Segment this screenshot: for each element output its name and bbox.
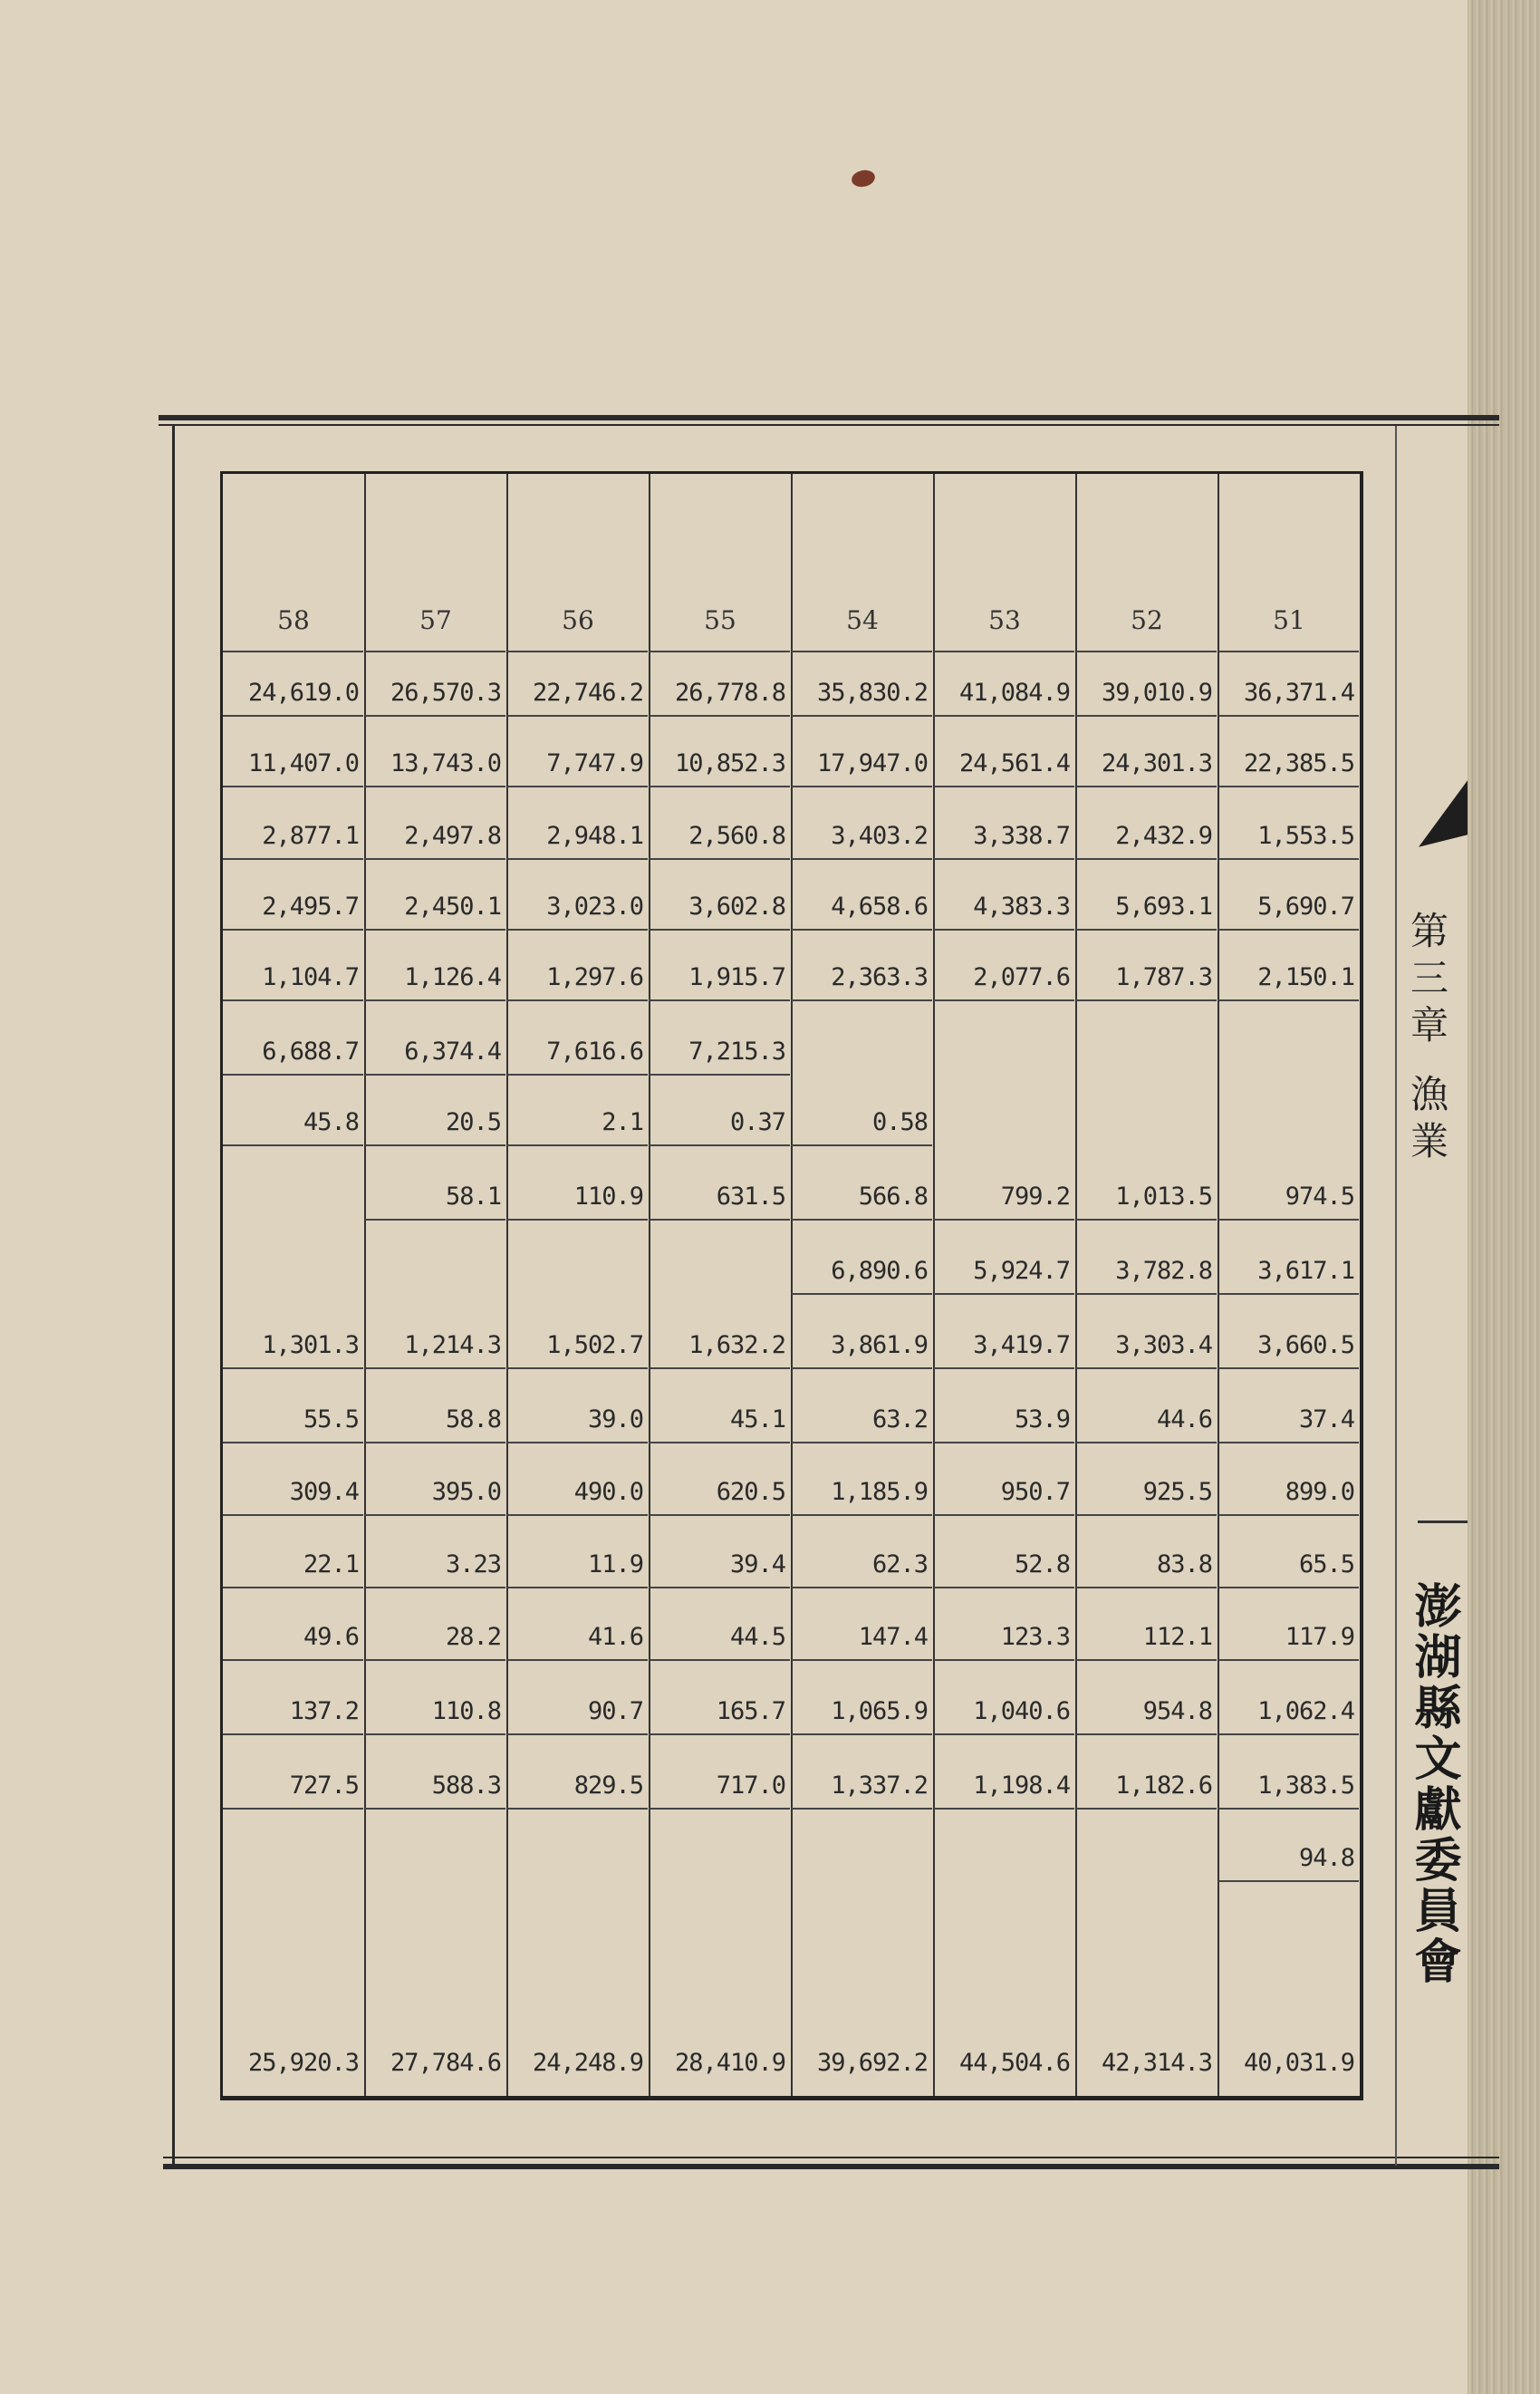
cell-underline xyxy=(934,1587,1074,1588)
table-cell: 5,690.7 xyxy=(1257,893,1354,921)
table-cell: 2,495.7 xyxy=(262,893,359,921)
table-cell: 123.3 xyxy=(1000,1623,1070,1651)
cell-underline xyxy=(934,786,1074,787)
cell-underline xyxy=(1076,1367,1217,1369)
table-cell: 28.2 xyxy=(445,1623,501,1651)
cell-underline xyxy=(365,1808,505,1810)
table-cell: 27,784.6 xyxy=(390,2049,501,2077)
table-cell: 974.5 xyxy=(1285,1183,1354,1211)
table-cell: 1,915.7 xyxy=(688,963,785,991)
cell-underline xyxy=(934,1514,1074,1516)
table-cell: 2,497.8 xyxy=(404,822,501,850)
frame-bottom-thin-border xyxy=(163,2157,1499,2158)
cell-underline xyxy=(792,1144,932,1146)
column-header: 51 xyxy=(1273,605,1305,635)
table-cell: 11.9 xyxy=(587,1550,643,1578)
table-cell: 3,023.0 xyxy=(546,893,643,921)
cell-underline xyxy=(650,1144,790,1146)
cell-underline xyxy=(934,1659,1074,1661)
cell-underline xyxy=(507,1144,648,1146)
cell-underline xyxy=(792,715,932,717)
table-cell: 112.1 xyxy=(1142,1623,1212,1651)
cell-underline xyxy=(507,929,648,931)
table-cell: 2,450.1 xyxy=(404,893,501,921)
table-cell: 37.4 xyxy=(1298,1405,1354,1434)
cell-underline xyxy=(792,1733,932,1735)
table-cell: 22,385.5 xyxy=(1243,749,1354,777)
table-cell: 28,410.9 xyxy=(674,2049,785,2077)
table-cell: 2,560.8 xyxy=(688,822,785,850)
cell-underline xyxy=(223,1733,363,1735)
table-cell: 110.8 xyxy=(431,1697,501,1725)
table-cell: 20.5 xyxy=(445,1108,501,1136)
cell-underline xyxy=(934,1733,1074,1735)
cell-underline xyxy=(1076,858,1217,860)
chapter-subject: 漁業 xyxy=(1405,1074,1449,1168)
cell-underline xyxy=(1076,1808,1217,1810)
table-cell: 588.3 xyxy=(431,1771,501,1800)
table-cell: 950.7 xyxy=(1000,1478,1070,1506)
cell-underline xyxy=(365,929,505,931)
cell-underline xyxy=(1218,1808,1359,1810)
table-cell: 52.8 xyxy=(1014,1550,1070,1578)
header-underline xyxy=(1076,651,1217,652)
table-cell: 3,403.2 xyxy=(831,822,928,850)
table-cell: 39,010.9 xyxy=(1101,679,1212,707)
cell-underline xyxy=(650,1074,790,1076)
cell-underline xyxy=(1218,999,1359,1001)
cell-underline xyxy=(507,1587,648,1588)
table-cell: 1,182.6 xyxy=(1115,1771,1212,1800)
cell-underline xyxy=(223,1074,363,1076)
cell-underline xyxy=(1218,1587,1359,1588)
table-cell: 58.8 xyxy=(445,1405,501,1434)
cell-underline xyxy=(365,1074,505,1076)
cell-underline xyxy=(365,999,505,1001)
column-divider xyxy=(364,474,366,2096)
cell-underline xyxy=(650,929,790,931)
table-cell: 1,632.2 xyxy=(688,1331,785,1359)
table-cell: 2,948.1 xyxy=(546,822,643,850)
table-cell: 1,185.9 xyxy=(831,1478,928,1506)
cell-underline xyxy=(1076,1733,1217,1735)
cell-underline xyxy=(934,1367,1074,1369)
table-cell: 309.4 xyxy=(289,1478,359,1506)
cell-underline xyxy=(650,1514,790,1516)
cell-underline xyxy=(1218,929,1359,931)
cell-underline xyxy=(507,786,648,787)
table-cell: 3,660.5 xyxy=(1257,1331,1354,1359)
table-cell: 3.23 xyxy=(445,1550,501,1578)
table-cell: 7,747.9 xyxy=(546,749,643,777)
cell-underline xyxy=(934,715,1074,717)
table-cell: 44.6 xyxy=(1156,1405,1212,1434)
cell-underline xyxy=(1076,1442,1217,1443)
table-cell: 0.37 xyxy=(729,1108,785,1136)
table-cell: 11,407.0 xyxy=(247,749,359,777)
cell-underline xyxy=(223,1808,363,1810)
cell-underline xyxy=(223,929,363,931)
table-cell: 83.8 xyxy=(1156,1550,1212,1578)
chapter-heading xyxy=(1395,911,1458,1309)
table-cell: 1,553.5 xyxy=(1257,822,1354,850)
cell-underline xyxy=(650,1442,790,1443)
cell-underline xyxy=(934,1293,1074,1295)
table-cell: 17,947.0 xyxy=(816,749,928,777)
table-cell: 3,861.9 xyxy=(831,1331,928,1359)
table-cell: 2,877.1 xyxy=(262,822,359,850)
table-cell: 620.5 xyxy=(716,1478,785,1506)
cell-underline xyxy=(223,1367,363,1369)
cell-underline xyxy=(507,1442,648,1443)
cell-underline xyxy=(1218,715,1359,717)
table-cell: 58.1 xyxy=(445,1183,501,1211)
column-header: 57 xyxy=(419,605,452,635)
table-cell: 1,198.4 xyxy=(973,1771,1070,1800)
table-cell: 727.5 xyxy=(289,1771,359,1800)
table-cell: 117.9 xyxy=(1285,1623,1354,1651)
cell-underline xyxy=(1218,1367,1359,1369)
table-cell: 44.5 xyxy=(729,1623,785,1651)
cell-underline xyxy=(507,999,648,1001)
cell-underline xyxy=(1076,1219,1217,1221)
table-cell: 829.5 xyxy=(573,1771,643,1800)
column-divider xyxy=(506,474,508,2096)
table-cell: 1,787.3 xyxy=(1115,963,1212,991)
table-cell: 1,126.4 xyxy=(404,963,501,991)
cell-underline xyxy=(792,1587,932,1588)
table-cell: 35,830.2 xyxy=(816,679,928,707)
table-cell: 2,432.9 xyxy=(1115,822,1212,850)
cell-underline xyxy=(223,1587,363,1588)
cell-underline xyxy=(1076,1587,1217,1588)
table-cell: 49.6 xyxy=(303,1623,359,1651)
cell-underline xyxy=(792,1808,932,1810)
table-cell: 5,924.7 xyxy=(973,1257,1070,1285)
cell-underline xyxy=(223,1514,363,1516)
table-cell: 26,778.8 xyxy=(674,679,785,707)
table-cell: 6,688.7 xyxy=(262,1038,359,1066)
cell-underline xyxy=(1218,1880,1359,1882)
table-cell: 1,104.7 xyxy=(262,963,359,991)
cell-underline xyxy=(1218,858,1359,860)
cell-underline xyxy=(1076,786,1217,787)
cell-underline xyxy=(365,1144,505,1146)
cell-underline xyxy=(365,1442,505,1443)
cell-underline xyxy=(934,1808,1074,1810)
table-cell: 566.8 xyxy=(858,1183,928,1211)
table-cell: 6,890.6 xyxy=(831,1257,928,1285)
cell-underline xyxy=(365,1587,505,1588)
table-cell: 22.1 xyxy=(303,1550,359,1578)
header-underline xyxy=(223,651,363,652)
table-cell: 7,616.6 xyxy=(546,1038,643,1066)
table-cell: 1,502.7 xyxy=(546,1331,643,1359)
table-cell: 42,314.3 xyxy=(1101,2049,1212,2077)
cell-underline xyxy=(934,858,1074,860)
table-cell: 1,062.4 xyxy=(1257,1697,1354,1725)
cell-underline xyxy=(365,1733,505,1735)
table-cell: 0.58 xyxy=(871,1108,928,1136)
table-cell: 395.0 xyxy=(431,1478,501,1506)
column-divider xyxy=(791,474,793,2096)
cell-underline xyxy=(1076,999,1217,1001)
cell-underline xyxy=(365,1514,505,1516)
table-cell: 41.6 xyxy=(587,1623,643,1651)
cell-underline xyxy=(1218,786,1359,787)
cell-underline xyxy=(365,1219,505,1221)
table-cell: 4,383.3 xyxy=(973,893,1070,921)
cell-underline xyxy=(792,1367,932,1369)
column-divider xyxy=(933,474,935,2096)
table-cell: 36,371.4 xyxy=(1243,679,1354,707)
table-cell: 5,693.1 xyxy=(1115,893,1212,921)
cell-underline xyxy=(650,1659,790,1661)
table-cell: 147.4 xyxy=(858,1623,928,1651)
cell-underline xyxy=(792,1514,932,1516)
cell-underline xyxy=(792,999,932,1001)
table-cell: 4,658.6 xyxy=(831,893,928,921)
table-cell: 24,619.0 xyxy=(247,679,359,707)
cell-underline xyxy=(223,858,363,860)
table-cell: 1,214.3 xyxy=(404,1331,501,1359)
table-cell: 3,303.4 xyxy=(1115,1331,1212,1359)
cell-underline xyxy=(507,858,648,860)
cell-underline xyxy=(792,929,932,931)
cell-underline xyxy=(792,1442,932,1443)
column-header: 55 xyxy=(704,605,736,635)
table-cell: 65.5 xyxy=(1298,1550,1354,1578)
cell-underline xyxy=(365,858,505,860)
cell-underline xyxy=(507,1659,648,1661)
table-cell: 1,337.2 xyxy=(831,1771,928,1800)
chapter-title: 第三章 xyxy=(1405,911,1449,1052)
table-cell: 1,013.5 xyxy=(1115,1183,1212,1211)
table-cell: 26,570.3 xyxy=(390,679,501,707)
table-cell: 2,150.1 xyxy=(1257,963,1354,991)
cell-underline xyxy=(1076,929,1217,931)
table-cell: 13,743.0 xyxy=(390,749,501,777)
cell-underline xyxy=(650,858,790,860)
column-divider xyxy=(1075,474,1077,2096)
table-cell: 2,363.3 xyxy=(831,963,928,991)
cell-underline xyxy=(365,786,505,787)
cell-underline xyxy=(223,999,363,1001)
table-cell: 25,920.3 xyxy=(247,2049,359,2077)
cell-underline xyxy=(650,999,790,1001)
table-cell: 7,215.3 xyxy=(688,1038,785,1066)
table-cell: 110.9 xyxy=(573,1183,643,1211)
cell-underline xyxy=(365,1659,505,1661)
table-cell: 44,504.6 xyxy=(958,2049,1070,2077)
cell-underline xyxy=(934,999,1074,1001)
column-header: 56 xyxy=(562,605,594,635)
table-cell: 94.8 xyxy=(1298,1844,1354,1872)
table-cell: 53.9 xyxy=(1014,1405,1070,1434)
table-cell: 39.4 xyxy=(729,1550,785,1578)
side-divider xyxy=(1418,1520,1468,1523)
table-cell: 3,617.1 xyxy=(1257,1257,1354,1285)
cell-underline xyxy=(223,715,363,717)
cell-underline xyxy=(792,1659,932,1661)
table-cell: 22,746.2 xyxy=(532,679,643,707)
cell-underline xyxy=(507,1074,648,1076)
table-cell: 39.0 xyxy=(587,1405,643,1434)
header-underline xyxy=(934,651,1074,652)
cell-underline xyxy=(223,1144,363,1146)
table-cell: 24,561.4 xyxy=(958,749,1070,777)
cell-underline xyxy=(650,715,790,717)
table-cell: 137.2 xyxy=(289,1697,359,1725)
cell-underline xyxy=(365,1367,505,1369)
header-underline xyxy=(365,651,505,652)
cell-underline xyxy=(1076,1659,1217,1661)
cell-underline xyxy=(650,786,790,787)
column-divider xyxy=(649,474,650,2096)
table-cell: 1,040.6 xyxy=(973,1697,1070,1725)
cell-underline xyxy=(934,1442,1074,1443)
table-cell: 717.0 xyxy=(716,1771,785,1800)
cell-underline xyxy=(792,858,932,860)
cell-underline xyxy=(1076,715,1217,717)
table-cell: 1,301.3 xyxy=(262,1331,359,1359)
cell-underline xyxy=(1076,1293,1217,1295)
cell-underline xyxy=(507,1808,648,1810)
table-cell: 39,692.2 xyxy=(816,2049,928,2077)
table-cell: 10,852.3 xyxy=(674,749,785,777)
cell-underline xyxy=(1218,1442,1359,1443)
header-underline xyxy=(650,651,790,652)
table-cell: 490.0 xyxy=(573,1478,643,1506)
table-cell: 954.8 xyxy=(1142,1697,1212,1725)
cell-underline xyxy=(934,929,1074,931)
cell-underline xyxy=(1218,1219,1359,1221)
table-cell: 45.8 xyxy=(303,1108,359,1136)
table-cell: 3,782.8 xyxy=(1115,1257,1212,1285)
table-cell: 1,065.9 xyxy=(831,1697,928,1725)
table-cell: 6,374.4 xyxy=(404,1038,501,1066)
cell-underline xyxy=(792,786,932,787)
cell-underline xyxy=(792,1219,932,1221)
column-header: 53 xyxy=(988,605,1021,635)
table-cell: 2,077.6 xyxy=(973,963,1070,991)
table-cell: 24,301.3 xyxy=(1101,749,1212,777)
page-edge xyxy=(1468,0,1540,2394)
cell-underline xyxy=(792,1293,932,1295)
frame-top-thin-border xyxy=(159,424,1499,426)
table-cell: 3,338.7 xyxy=(973,822,1070,850)
table-cell: 899.0 xyxy=(1285,1478,1354,1506)
frame-bottom-border xyxy=(163,2164,1499,2169)
cell-underline xyxy=(650,1733,790,1735)
cell-underline xyxy=(1218,1659,1359,1661)
cell-underline xyxy=(507,715,648,717)
header-underline xyxy=(1218,651,1359,652)
header-underline xyxy=(792,651,932,652)
table-cell: 90.7 xyxy=(587,1697,643,1725)
table-cell: 24,248.9 xyxy=(532,2049,643,2077)
cell-underline xyxy=(223,786,363,787)
table-cell: 925.5 xyxy=(1142,1478,1212,1506)
table-cell: 2.1 xyxy=(602,1108,643,1136)
header-underline xyxy=(507,651,648,652)
cell-underline xyxy=(223,1659,363,1661)
cell-underline xyxy=(365,715,505,717)
table-cell: 1,383.5 xyxy=(1257,1771,1354,1800)
table-cell: 165.7 xyxy=(716,1697,785,1725)
column-header: 52 xyxy=(1131,605,1163,635)
cell-underline xyxy=(650,1587,790,1588)
cell-underline xyxy=(650,1367,790,1369)
table-cell: 63.2 xyxy=(871,1405,928,1434)
column-header: 58 xyxy=(277,605,310,635)
frame-top-border xyxy=(159,415,1499,420)
cell-underline xyxy=(1218,1733,1359,1735)
table-cell: 3,602.8 xyxy=(688,893,785,921)
table-cell: 55.5 xyxy=(303,1405,359,1434)
table-cell: 799.2 xyxy=(1000,1183,1070,1211)
cell-underline xyxy=(507,1514,648,1516)
publisher-name: 澎湖縣文獻委員會 xyxy=(1406,1581,1461,1987)
cell-underline xyxy=(507,1733,648,1735)
cell-underline xyxy=(223,1442,363,1443)
frame-left-border xyxy=(172,426,175,2166)
table-cell: 3,419.7 xyxy=(973,1331,1070,1359)
cell-underline xyxy=(1076,1514,1217,1516)
cell-underline xyxy=(1218,1514,1359,1516)
cell-underline xyxy=(507,1367,648,1369)
table-cell: 1,297.6 xyxy=(546,963,643,991)
table-cell: 45.1 xyxy=(729,1405,785,1434)
cell-underline xyxy=(507,1219,648,1221)
table-cell: 40,031.9 xyxy=(1243,2049,1354,2077)
table-cell: 62.3 xyxy=(871,1550,928,1578)
cell-underline xyxy=(650,1808,790,1810)
table-cell: 631.5 xyxy=(716,1183,785,1211)
cell-underline xyxy=(650,1219,790,1221)
cell-underline xyxy=(934,1219,1074,1221)
table-cell: 41,084.9 xyxy=(958,679,1070,707)
column-header: 54 xyxy=(846,605,879,635)
cell-underline xyxy=(1218,1293,1359,1295)
statistics-table xyxy=(220,471,1363,2100)
